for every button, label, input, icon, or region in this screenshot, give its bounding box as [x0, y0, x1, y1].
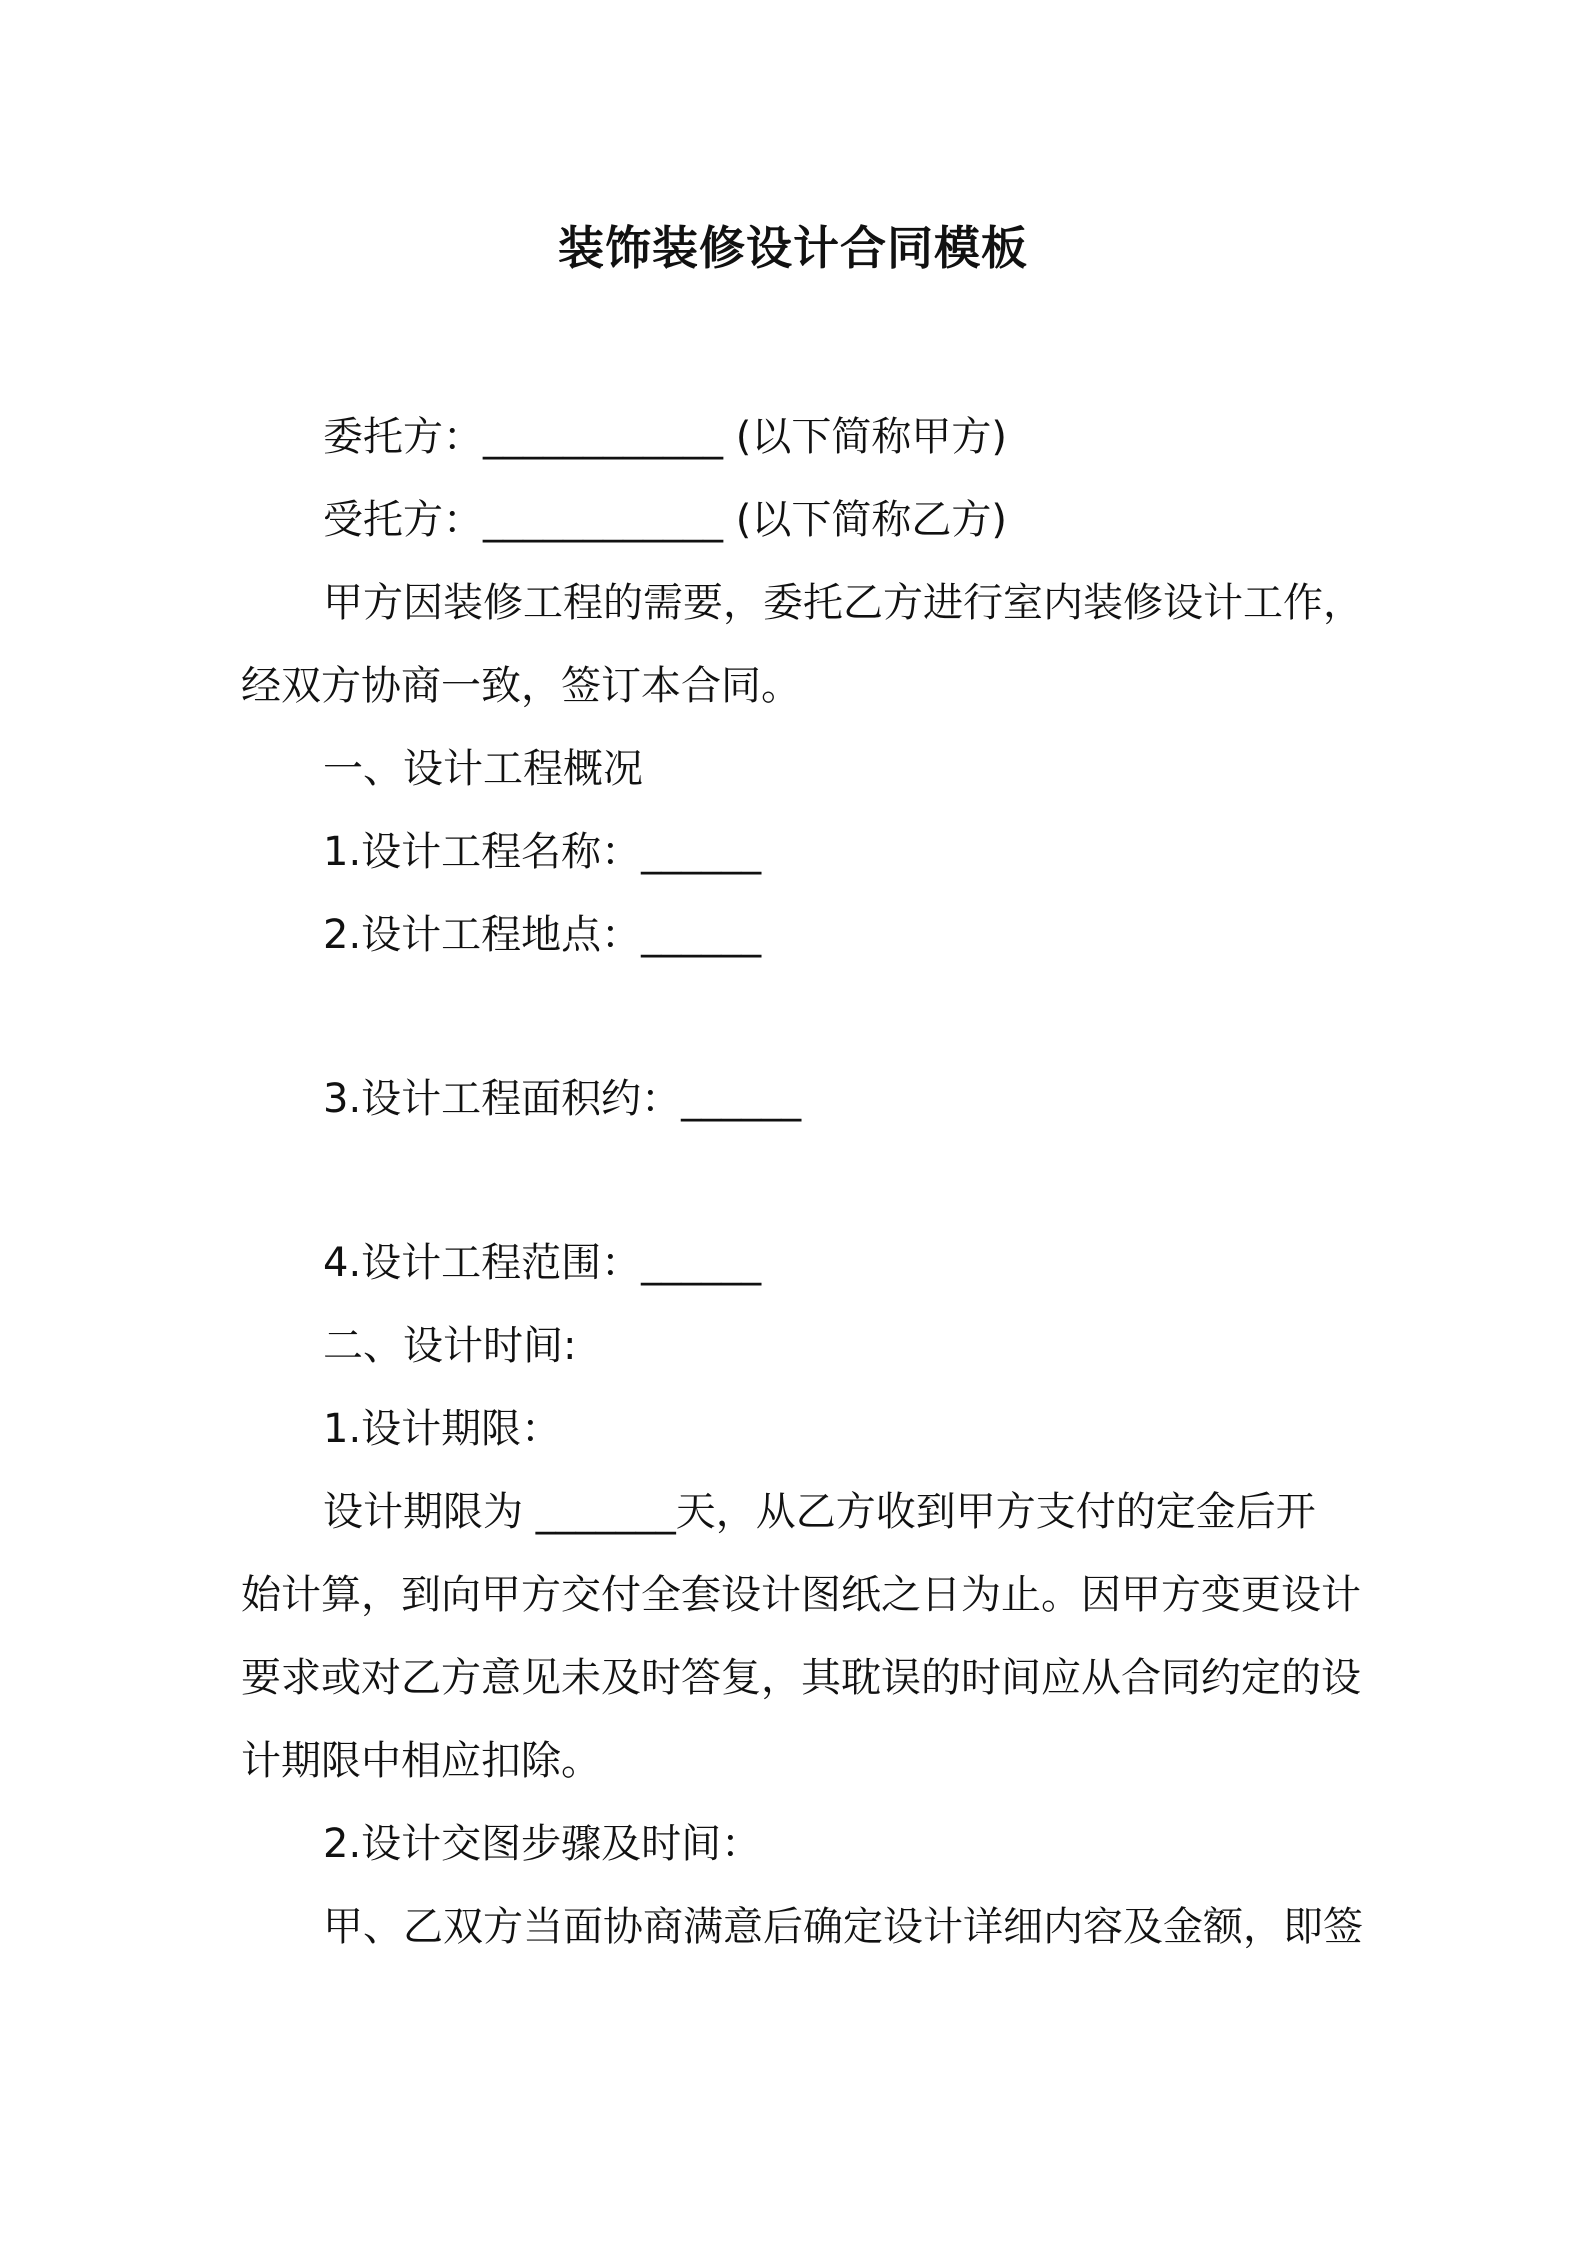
- party-b-line: 受托方：____________ (以下简称乙方): [323, 497, 1007, 543]
- delivery-steps-heading: 2.设计交图步骤及时间：: [323, 1821, 762, 1867]
- design-period-paragraph-line: 始计算，到向甲方交付全套设计图纸之日为止。因甲方变更设计: [241, 1572, 1361, 1618]
- intro-paragraph-line: 经双方协商一致，签订本合同。: [241, 663, 801, 709]
- project-scope-line: 4.设计工程范围：______: [323, 1240, 762, 1286]
- project-location-line: 2.设计工程地点：______: [323, 912, 762, 958]
- document-title: 装饰装修设计合同模板: [558, 221, 1028, 275]
- project-name-line: 1.设计工程名称：______: [323, 829, 762, 875]
- project-area-line: 3.设计工程面积约：______: [323, 1076, 802, 1122]
- design-period-paragraph-line: 要求或对乙方意见未及时答复，其耽误的时间应从合同约定的设: [241, 1655, 1361, 1701]
- design-period-heading: 1.设计期限：: [323, 1406, 562, 1452]
- design-period-paragraph-line: 计期限中相应扣除。: [241, 1738, 601, 1784]
- design-period-paragraph-line: 设计期限为 _______天，从乙方收到甲方支付的定金后开: [323, 1489, 1316, 1535]
- section-heading-1: 一、设计工程概况: [323, 746, 643, 792]
- intro-paragraph-line: 甲方因装修工程的需要，委托乙方进行室内装修设计工作，: [323, 580, 1363, 626]
- delivery-paragraph-line: 甲、乙双方当面协商满意后确定设计详细内容及金额，即签: [323, 1904, 1363, 1950]
- party-a-line: 委托方：____________ (以下简称甲方): [323, 414, 1007, 460]
- section-heading-2: 二、设计时间:: [323, 1323, 577, 1369]
